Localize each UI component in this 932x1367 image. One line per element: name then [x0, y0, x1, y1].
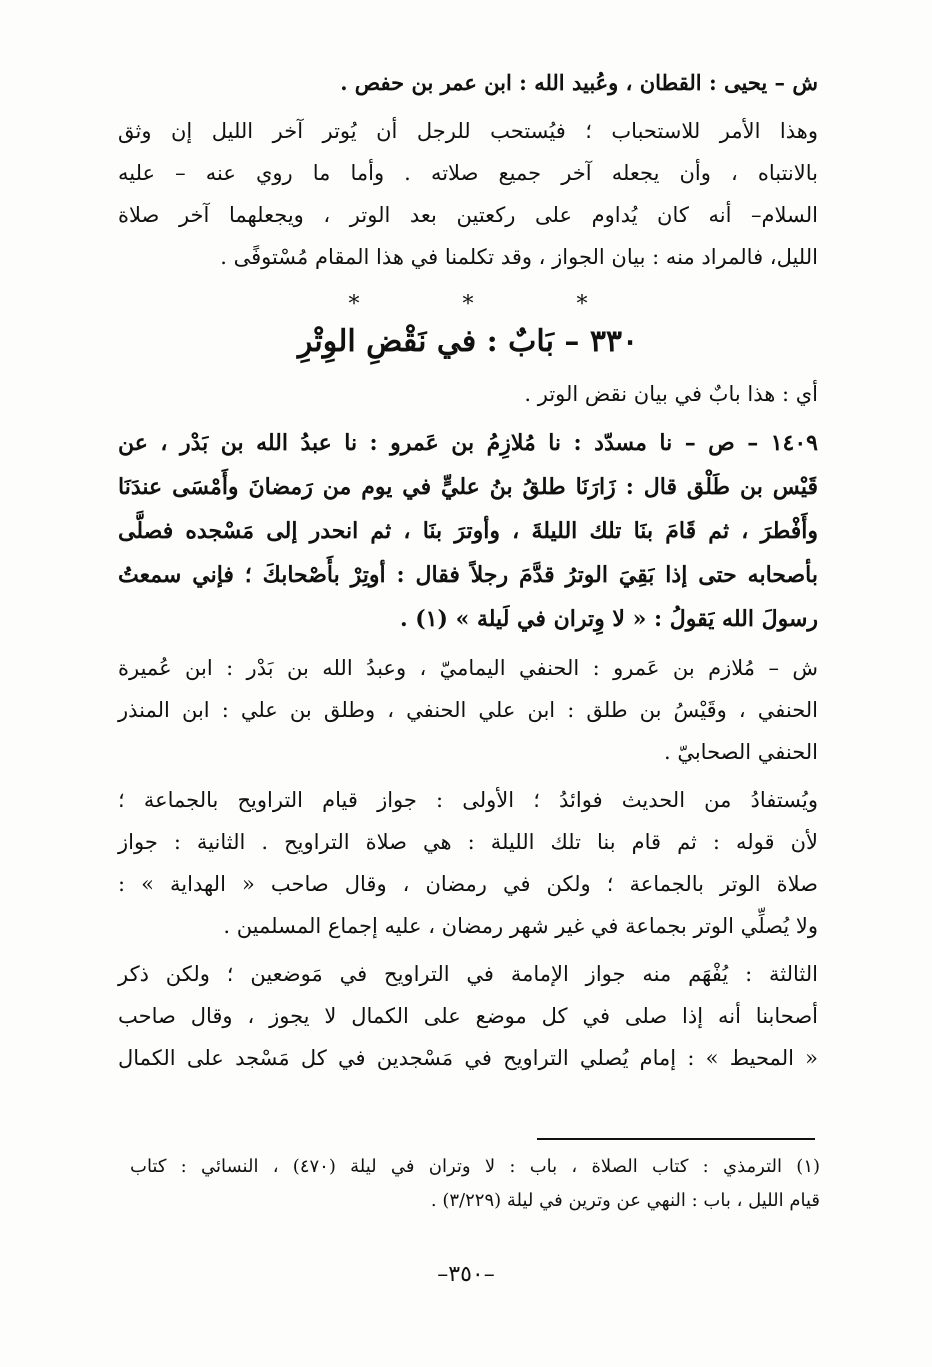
text-line: بالانتباه ، وأن يجعله آخر جميع صلاته . وأما ما روي عنه – عليه	[118, 161, 818, 185]
text-line: الحنفي ، وقَيْسُ بن طلق : ابن علي الحنفي ، وطلق بن علي : ابن المنذر	[118, 698, 818, 722]
text-line: ولا يُصلِّي الوتر بجماعة في غير شهر رمضان ، عليه إجماع المسلمين .	[223, 914, 818, 938]
text-line: ش – مُلازم بن عَمرو : الحنفي اليماميّ ، وعبدُ الله بن بَدْر : ابن عُميرة	[118, 656, 818, 680]
footnote-divider	[537, 1138, 815, 1140]
commentary-paragraph	[118, 953, 818, 1079]
text-line: وأَفْطرَ ، ثم قَامَ بنَا تلك الليلةَ ، وأوترَ بنَا ، ثم انحدر إلى مَسْجده فصلَّى	[118, 518, 818, 544]
text-line: السلام– أنه كان يُداوم على ركعتين بعد الوتر ، ويجعلهما آخر صلاة	[118, 203, 818, 227]
hadith-text	[118, 421, 818, 641]
footnotes	[130, 1150, 820, 1218]
commentary-narrators	[118, 62, 818, 104]
text-line: « المحيط » : إمام يُصلي التراويح في مَسْجدين في كل مَسْجد على الكمال	[118, 1046, 819, 1070]
page-number: –٣٥٠–	[437, 1262, 495, 1287]
text-line: قَيْس بن طَلْق قال : زَارَنَا طلقُ بنُ عليٍّ في يوم من رَمضانَ وأَمْسَى عندَنَا	[118, 474, 818, 500]
section-separator: * * *	[348, 292, 636, 317]
footnote-line: قيام الليل ، باب : النهي عن وترين في ليلة (٣/٢٢٩) .	[430, 1190, 820, 1211]
footnote-line: (١) الترمذي : كتاب الصلاة ، باب : لا وتران في ليلة (٤٧٠) ، النسائي : كتاب	[130, 1156, 821, 1177]
commentary-paragraph	[118, 110, 818, 278]
text-line: الثالثة : يُفْهَم منه جواز الإمامة في التراويح في مَوضعين ؛ ولكن ذكر	[118, 962, 818, 986]
text-line: أي : هذا بابٌ في بيان نقض الوتر .	[524, 382, 818, 406]
text-line: صلاة الوتر بالجماعة ؛ ولكن في رمضان ، وقال صاحب « الهداية » :	[118, 872, 818, 896]
text-line: رسولَ الله يَقولُ : « لا وِتران في لَيلة » (١) .	[399, 606, 818, 632]
text-line: ١٤٠٩ – ص – نا مسدّد : نا مُلازِمُ بن عَمرو : نا عبدُ الله بن بَدْر ، عن	[118, 430, 818, 456]
text-line: لأن قوله : ثم قام بنا تلك الليلة : هي صلاة التراويح . الثانية : جواز	[118, 830, 818, 854]
page-body	[118, 62, 818, 1085]
text-line: أصحابنا أنه إذا صلى في كل موضع على الكمال لا يجوز ، وقال صاحب	[118, 1004, 818, 1028]
commentary-paragraph	[118, 779, 818, 947]
text-line: بأصحابه حتى إذا بَقِيَ الوترُ قدَّمَ رجلاً فقال : أوتِرْ بأَصْحابكَ ؛ فإني سمعتُ	[118, 562, 818, 588]
text-line: ش – يحيى : القطان ، وعُبيد الله : ابن عمر بن حفص .	[340, 70, 818, 95]
text-line: ويُستفادُ من الحديث فوائدُ ؛ الأولى : جواز قيام التراويح بالجماعة ؛	[118, 788, 818, 812]
text-line: الحنفي الصحابيّ .	[663, 740, 818, 764]
chapter-intro	[118, 373, 818, 415]
chapter-title: ٣٣٠ – بَابٌ : في نَقْضِ الوِتْرِ	[297, 324, 639, 359]
text-line: وهذا الأمر للاستحباب ؛ فيُستحب للرجل أن يُوتر آخر الليل إن وثق	[118, 119, 818, 143]
commentary-narrators	[118, 647, 818, 773]
text-line: الليل، فالمراد منه : بيان الجواز ، وقد تكلمنا في هذا المقام مُسْتوفًى .	[220, 245, 818, 269]
